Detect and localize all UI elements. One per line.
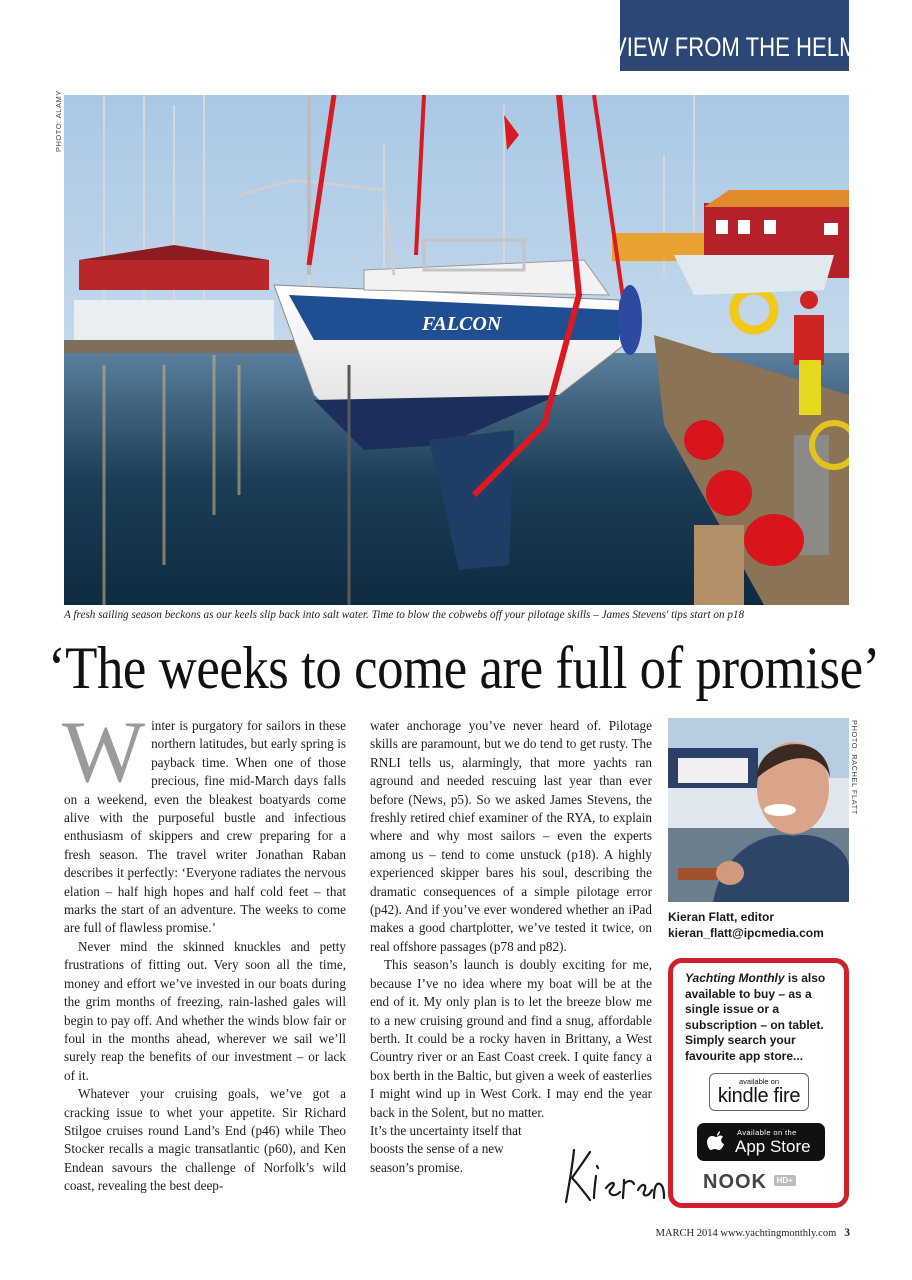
article-column-1: [62, 704, 346, 1196]
headline: [48, 628, 880, 708]
dropcap: W: [62, 704, 146, 801]
paragraph-1: [62, 704, 346, 938]
app-store-box: [668, 958, 849, 1208]
app-store-big-label: App Store: [735, 1137, 811, 1156]
magazine-title: Yachting Monthly: [685, 971, 785, 985]
article-column-2: [370, 717, 652, 1177]
page-footer: [656, 1227, 850, 1239]
apple-icon: [707, 1131, 727, 1153]
kindle-small-label: available on: [738, 1077, 780, 1086]
paragraph-2: Never mind the skinned knuckles and petty frustrations of fitting out. Very soon all the time, money and effort we’ve invested in our boats during the grim months of freezing, rain-lashed gales will begin to pay off. And whether the winds blow fair or foul in the months ahead, wherever we sail we’ll surely reap the benefits of our investment – or lack of it.: [64, 938, 346, 1083]
boat-name-label: FALCON: [422, 313, 502, 335]
paragraph-6: It’s the uncertainty itself that boosts the sense of a new season’s promise.: [370, 1122, 522, 1175]
signature-graphic: [560, 1140, 670, 1210]
section-tab-label: VIEW FROM THE HELM: [611, 32, 858, 62]
paragraph-1-text: inter is purgatory for sailors in these northern latitudes, but early spring is payback time. When one of those precious, fine mid-March days falls on a weekend, even the bleakest boatyards come alive with the purposeful bustle and infectious enthusiasm of skippers and crew preparing for a fresh season. The travel writer Jonathan Raban describes it perfectly: ‘Everyone radiates the nervous elation – half high hopes and half cold feet – that marks the start of an adventure. The weeks to come are full of flawless promise.’: [64, 718, 346, 936]
footer-text: MARCH 2014 www.yachtingmonthly.com: [655, 1228, 837, 1239]
kindle-fire-button[interactable]: [709, 1073, 809, 1111]
nook-label: NOOK: [703, 1171, 767, 1193]
app-store-button[interactable]: [697, 1123, 825, 1161]
editor-signature: [560, 1140, 670, 1210]
nook-badge: HD+: [774, 1175, 796, 1186]
editor-credit: [668, 909, 824, 941]
editor-email[interactable]: kieran_flatt@ipcmedia.com: [668, 926, 824, 940]
paragraph-4: water anchorage you’ve never heard of. Pilotage skills are paramount, but we do tend to get rusty. The RNLI tells us, alarmingly, that more yachts ran aground and needed rescuing last year than ever before (News, p5). So we asked James Stevens, the freshly retired chief examiner of the RYA, to explain where and why most sailors – even the experts among us – tend to come unstuck (p18). A highly experienced skipper bares his soul, describing the dramatic consequences of a simple pilotage error (p42). And if you’ve ever wondered whether an iPad makes a good chartplotter, we’ve tested it twice, on real offshore passages (p78 and p82).: [370, 718, 652, 954]
app-box-description: is also available to buy – as a single issue or a subscription – on tablet. Simply search your favourite app store...: [685, 971, 826, 1063]
kindle-big-label: kindle fire: [717, 1085, 801, 1107]
page-number: 3: [844, 1227, 850, 1239]
section-tab: [611, 0, 858, 71]
paragraph-3: Whatever your cruising goals, we’ve got a cracking issue to whet your appetite. Sir Richard Stilgoe cruises round Land’s End (p46) while Theo Stocker recalls a magic transatlantic (p60), and Ken Endean savours the challenge of Norfolk’s wild coast, revealing the best deep-: [64, 1086, 346, 1194]
photo-credit-main: PHOTO: ALAMY: [54, 90, 63, 152]
paragraph-5: This season’s launch is doubly exciting for me, because I’ve no idea where my boat will be at the end of it. My only plan is to let the breeze blow me to a new cruising ground and find a snug, affordable berth. It could be a rocky haven in Brittany, a West Country river or an East Coast creek. I quite fancy a box berth in the Baltic, but given a week of easterlies I might wind up in West Cork. I may end the year back in the Solent, but no matter.: [370, 957, 652, 1120]
nook-logo[interactable]: [703, 1171, 796, 1194]
photo-caption: A fresh sailing season beckons as our keels slip back into salt water. Time to blow the cobwebs off your pilotage skills – James Stevens' tips start on p18: [64, 609, 745, 621]
editor-portrait: [668, 718, 849, 902]
hero-photo: [64, 95, 849, 605]
editor-name: Kieran Flatt, editor: [668, 910, 775, 924]
app-store-small-label: Available on the: [737, 1128, 797, 1137]
photo-credit-inset: PHOTO: RACHEL FLATT: [850, 720, 859, 815]
headline-text: ‘The weeks to come are full of promise’: [48, 635, 880, 701]
app-box-text: [685, 971, 835, 1065]
